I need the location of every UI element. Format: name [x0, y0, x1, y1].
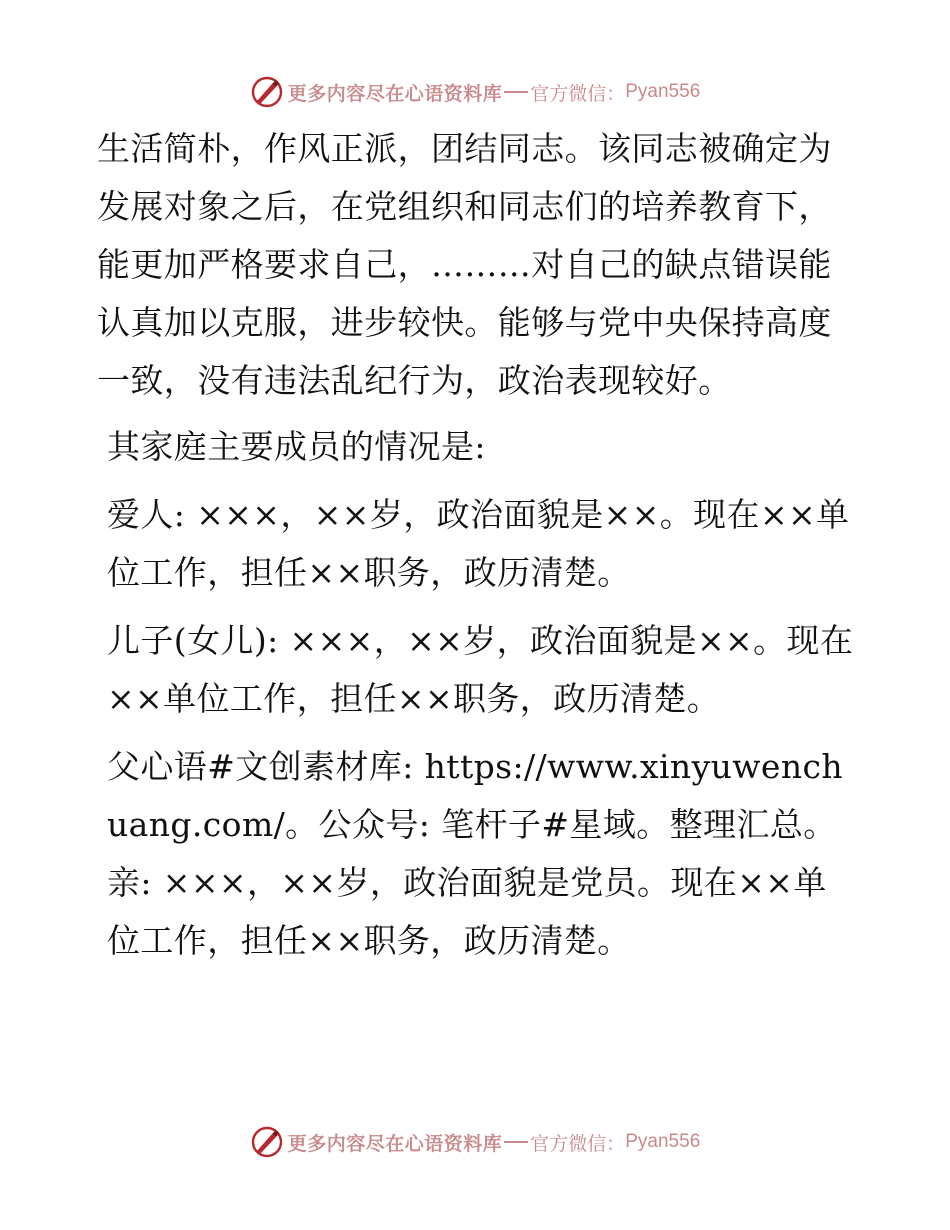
watermark-wechat-id: Pyan556 [625, 1131, 701, 1152]
watermark-main-text: 更多内容尽在心语资料库 [287, 82, 503, 105]
footer-watermark [0, 1122, 950, 1162]
paragraph-spouse: 爱人: ×××，××岁，政治面貌是××。现在××单位工作，担任××职务，政历清楚。 [107, 495, 850, 592]
watermark-wechat-id: Pyan556 [625, 81, 701, 102]
pen-logo-icon [250, 75, 284, 109]
watermark-main-text: 更多内容尽在心语资料库 [287, 1132, 503, 1155]
pen-logo-icon [250, 1125, 284, 1159]
watermark-official-label: 官方微信： [530, 82, 626, 105]
paragraph-father: 父心语#文创素材库: https://www.xinyuwenchuang.com/。公众号: 笔杆子#星域。整理汇总。亲: ×××，××岁，政治面貌是党员。现在××单位工作，担任××职务，政历清楚。 [107, 747, 844, 960]
paragraph-political-evaluation: 生活简朴，作风正派，团结同志。该同志被确定为发展对象之后，在党组织和同志们的培养教育下，能更加严格要求自己，………对自己的缺点错误能认真加以克服，进步较快。能够与党中央保持高度一致，没有违法乱纪行为，政治表现较好。 [97, 129, 832, 400]
paragraph-child: 儿子(女儿): ×××，××岁，政治面貌是××。现在××单位工作，担任××职务，政历清楚。 [107, 621, 854, 718]
watermark-separator [504, 91, 528, 93]
document-body [97, 120, 857, 980]
header-watermark [0, 72, 950, 112]
watermark-separator [504, 1141, 528, 1143]
watermark-official-label: 官方微信： [530, 1132, 626, 1155]
paragraph-family-intro: 其家庭主要成员的情况是: [107, 427, 486, 466]
